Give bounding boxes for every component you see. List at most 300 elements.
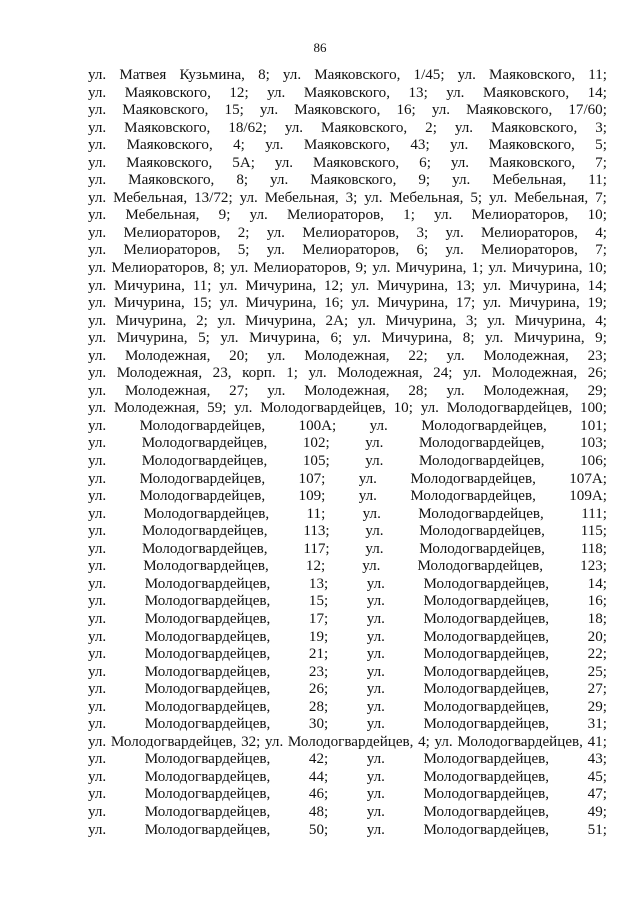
- line-word: Маяковского,: [313, 154, 400, 171]
- line-word: ул.: [489, 189, 508, 206]
- line-word: ул.: [88, 435, 107, 452]
- line-word: ул.: [445, 242, 464, 259]
- line-word: ул.: [88, 470, 107, 487]
- line-word: 111;: [581, 505, 607, 522]
- line-word: Маяковского,: [128, 172, 215, 189]
- line-word: 8;: [213, 260, 226, 277]
- line-word: ул.: [365, 540, 384, 557]
- line-word: Мелиораторов,: [481, 224, 578, 241]
- line-word: ул.: [220, 330, 239, 347]
- line-word: Молодогвардейцев,: [410, 470, 536, 487]
- line-word: 15;: [192, 295, 212, 312]
- line-word: Молодежная,: [125, 347, 211, 364]
- line-word: 13;: [408, 84, 428, 101]
- line-word: ул.: [454, 119, 474, 136]
- line-word: Молодогвардейцев,: [144, 786, 271, 803]
- line-word: Мичурина,: [377, 277, 448, 294]
- line-word: Мичурина,: [508, 295, 580, 312]
- line-word: ул.: [230, 260, 249, 277]
- line-word: 11;: [588, 172, 607, 189]
- line-word: Молодогвардейцев,: [144, 575, 271, 592]
- line-word: 11;: [306, 505, 326, 522]
- line-word: Маяковского,: [303, 84, 390, 101]
- line-word: ул.: [372, 260, 391, 277]
- line-word: Мебельная,: [125, 207, 200, 224]
- line-word: ул.: [88, 224, 107, 241]
- line-word: 1;: [403, 207, 415, 224]
- line-word: ул.: [88, 803, 107, 820]
- line-word: 4;: [595, 224, 607, 241]
- line-word: ул.: [88, 154, 107, 171]
- line-word: 103;: [580, 435, 607, 452]
- text-line: [88, 190, 607, 208]
- line-word: ул.: [88, 84, 107, 101]
- line-word: ул.: [482, 295, 502, 312]
- line-word: 22;: [587, 646, 607, 663]
- line-word: 14;: [587, 277, 607, 294]
- line-word: Маяковского,: [303, 137, 390, 154]
- line-word: ул.: [366, 803, 385, 820]
- line-word: Молодогвардейцев,: [144, 803, 271, 820]
- line-word: ул.: [88, 347, 107, 364]
- line-word: 17/60;: [568, 102, 607, 119]
- text-line: [88, 278, 607, 296]
- line-word: Молодогвардейцев,: [139, 488, 266, 505]
- line-word: 43;: [587, 751, 607, 768]
- line-word: Маяковского,: [124, 84, 211, 101]
- line-word: Молодогвардейцев,: [144, 663, 271, 680]
- line-word: Мебельная,: [492, 172, 567, 189]
- line-word: ул.: [366, 821, 385, 838]
- line-word: Молодежная,: [483, 382, 569, 399]
- line-word: Молодогвардейцев,: [144, 716, 271, 733]
- line-word: Молодогвардейцев,: [144, 698, 271, 715]
- text-line: [88, 558, 607, 576]
- line-word: 6;: [330, 330, 343, 347]
- line-word: Молодогвардейцев,: [419, 453, 545, 470]
- line-word: 1/45;: [413, 67, 445, 83]
- line-word: ул.: [366, 646, 385, 663]
- line-word: Молодогвардейцев,: [141, 540, 268, 557]
- line-word: 118;: [580, 540, 607, 557]
- line-word: Мебельная,: [264, 189, 339, 206]
- line-word: Молодогвардейцев,: [423, 575, 550, 592]
- text-line: [88, 804, 607, 822]
- line-word: 29;: [587, 698, 607, 715]
- line-word: 3;: [465, 312, 478, 329]
- line-word: Маяковского,: [294, 102, 381, 119]
- line-word: ул.: [88, 733, 107, 750]
- line-word: 9;: [418, 172, 431, 189]
- line-word: 2;: [237, 224, 250, 241]
- line-word: Маяковского,: [491, 119, 578, 136]
- line-word: 47;: [587, 786, 607, 803]
- line-word: ул.: [445, 224, 464, 241]
- line-word: 43;: [410, 137, 430, 154]
- line-word: 13/72;: [194, 189, 233, 206]
- line-word: Молодогвардейцев,: [419, 540, 545, 557]
- line-word: ул.: [366, 768, 385, 785]
- line-word: Молодогвардейцев,: [139, 417, 266, 434]
- line-word: Молодогвардейцев,: [139, 470, 266, 487]
- line-word: 115;: [580, 523, 607, 540]
- line-word: 6;: [419, 154, 431, 171]
- line-word: Мичурина,: [245, 312, 316, 329]
- line-word: 9;: [218, 207, 231, 224]
- line-word: ул.: [351, 295, 370, 312]
- line-word: 5;: [595, 137, 607, 154]
- line-word: Молодогвардейцев,: [423, 751, 550, 768]
- line-word: ул.: [366, 716, 385, 733]
- line-word: Мичурина,: [511, 260, 583, 277]
- text-line: [88, 822, 607, 840]
- line-word: 7;: [595, 242, 607, 259]
- line-word: Маяковского,: [126, 137, 213, 154]
- line-word: 25;: [587, 663, 607, 680]
- line-word: Мичурина,: [116, 330, 188, 347]
- text-line: [88, 576, 607, 594]
- line-word: Мичурина,: [114, 277, 185, 294]
- line-word: Молодогвардейцев,: [287, 733, 414, 750]
- line-word: ул.: [88, 488, 107, 505]
- line-word: 46;: [308, 786, 329, 803]
- line-word: ул.: [219, 277, 238, 294]
- line-word: ул.: [88, 540, 107, 557]
- line-word: Молодогвардейцев,: [423, 628, 550, 645]
- line-word: ул.: [88, 663, 107, 680]
- line-word: 105;: [302, 453, 330, 470]
- line-word: ул.: [88, 242, 107, 259]
- line-word: Мичурина,: [509, 277, 580, 294]
- line-word: ул.: [362, 558, 381, 575]
- line-word: Мелиораторов,: [302, 242, 400, 259]
- line-word: 18;: [587, 610, 607, 627]
- line-word: Мебельная,: [113, 189, 188, 206]
- line-word: ул.: [487, 312, 506, 329]
- line-word: Молодогвардейцев,: [419, 523, 545, 540]
- line-word: ул.: [267, 84, 286, 101]
- text-line: [88, 67, 607, 85]
- line-word: ул.: [88, 189, 107, 206]
- line-word: 5;: [198, 330, 210, 347]
- line-word: 24;: [433, 365, 453, 382]
- line-word: Молодогвардейцев,: [423, 663, 550, 680]
- line-word: Молодежная,: [116, 365, 203, 382]
- line-word: 28;: [308, 698, 329, 715]
- line-word: Молодогвардейцев,: [423, 646, 550, 663]
- line-word: Маяковского,: [488, 67, 576, 83]
- line-word: ул.: [358, 488, 377, 505]
- line-word: 101;: [580, 417, 607, 434]
- line-word: 2;: [196, 312, 208, 329]
- line-word: ул.: [420, 400, 439, 417]
- line-word: ул.: [357, 312, 376, 329]
- line-word: ул.: [446, 382, 465, 399]
- line-word: Молодогвардейцев,: [446, 400, 573, 417]
- line-word: ул.: [219, 295, 238, 312]
- line-word: ул.: [88, 821, 107, 838]
- text-line: [88, 383, 607, 401]
- line-word: Молодогвардейцев,: [143, 505, 270, 522]
- line-word: Молодежная,: [125, 382, 211, 399]
- line-word: 21;: [308, 646, 329, 663]
- line-word: Молодогвардейцев,: [144, 821, 271, 838]
- line-word: 11;: [588, 67, 607, 83]
- line-word: 26;: [308, 681, 329, 698]
- line-word: 20;: [229, 347, 249, 364]
- line-word: Молодогвардейцев,: [423, 803, 550, 820]
- line-word: Молодогвардейцев,: [144, 610, 271, 627]
- line-word: ул.: [488, 260, 507, 277]
- line-word: 48;: [308, 803, 329, 820]
- text-line: [88, 471, 607, 489]
- line-word: Мичурина,: [385, 312, 457, 329]
- text-line: [88, 172, 607, 190]
- line-word: ул.: [259, 102, 279, 119]
- line-word: Молодогвардейцев,: [418, 505, 544, 522]
- text-line: [88, 681, 607, 699]
- line-word: ул.: [366, 681, 385, 698]
- line-word: ул.: [88, 172, 107, 189]
- line-word: ул.: [266, 224, 285, 241]
- line-word: Маяковского,: [314, 67, 401, 83]
- text-line: [88, 523, 607, 541]
- line-word: Молодогвардейцев,: [423, 698, 550, 715]
- line-word: ул.: [365, 453, 384, 470]
- text-line: [88, 242, 607, 260]
- line-word: Мичурина,: [377, 295, 449, 312]
- line-word: 59;: [207, 400, 227, 417]
- line-word: ул.: [217, 312, 236, 329]
- line-word: ул.: [365, 435, 384, 452]
- line-word: Молодежная,: [337, 365, 423, 382]
- line-word: ул.: [446, 84, 465, 101]
- page-number: 86: [313, 40, 327, 55]
- line-word: Мелиораторов,: [471, 207, 569, 224]
- text-line: [88, 453, 607, 471]
- line-word: 23;: [587, 347, 607, 364]
- text-line: [88, 629, 607, 647]
- line-word: 28;: [408, 382, 428, 399]
- line-word: 20;: [587, 628, 607, 645]
- line-word: 4;: [595, 312, 607, 329]
- line-word: 19;: [308, 628, 329, 645]
- line-word: ул.: [434, 733, 453, 750]
- line-word: ул.: [485, 330, 504, 347]
- line-word: Мелиораторов,: [111, 260, 209, 277]
- line-word: Молодогвардейцев,: [410, 488, 536, 505]
- line-word: Молодогвардейцев,: [144, 628, 271, 645]
- line-word: ул.: [267, 382, 286, 399]
- line-word: ул.: [88, 119, 107, 136]
- line-word: ул.: [88, 365, 107, 382]
- line-word: Молодогвардейцев,: [144, 646, 271, 663]
- line-word: Мичурина,: [249, 330, 320, 347]
- line-word: 10;: [587, 260, 607, 277]
- line-word: Молодежная,: [304, 382, 390, 399]
- line-word: Мичурина,: [514, 312, 586, 329]
- line-word: Мелиораторов,: [123, 242, 221, 259]
- line-word: 51;: [587, 821, 607, 838]
- text-line: [88, 365, 607, 383]
- line-word: 44;: [308, 768, 329, 785]
- line-word: 11;: [192, 277, 212, 294]
- line-word: 27;: [229, 382, 249, 399]
- line-word: Молодогвардейцев,: [417, 558, 544, 575]
- line-word: ул.: [88, 295, 107, 312]
- text-line: [88, 418, 607, 436]
- line-word: 8;: [258, 67, 270, 83]
- line-word: Мелиораторов,: [302, 224, 400, 241]
- line-word: ул.: [284, 119, 304, 136]
- line-word: ул.: [366, 593, 385, 610]
- line-word: Молодогвардейцев,: [144, 681, 271, 698]
- line-word: ул.: [88, 330, 107, 347]
- text-line: [88, 225, 607, 243]
- line-word: ул.: [457, 67, 476, 83]
- line-word: Мелиораторов,: [481, 242, 578, 259]
- line-word: ул.: [88, 137, 107, 154]
- line-word: 42;: [308, 751, 329, 768]
- line-word: ул.: [434, 207, 453, 224]
- line-word: ул.: [274, 154, 294, 171]
- line-word: Молодогвардейцев,: [141, 435, 268, 452]
- line-word: 1;: [471, 260, 484, 277]
- text-line: [88, 330, 607, 348]
- line-word: ул.: [88, 260, 107, 277]
- line-word: 12;: [229, 84, 249, 101]
- line-word: ул.: [282, 67, 302, 83]
- line-word: Молодежная,: [304, 347, 390, 364]
- line-word: ул.: [88, 610, 107, 627]
- line-word: 41;: [587, 733, 607, 750]
- line-word: Маяковского,: [310, 172, 397, 189]
- line-word: ул.: [88, 628, 107, 645]
- line-word: ул.: [88, 102, 107, 119]
- line-word: Кузьмина,: [179, 67, 245, 83]
- line-word: 17;: [455, 295, 476, 312]
- line-word: Молодогвардейцев,: [421, 417, 547, 434]
- line-word: 102;: [302, 435, 330, 452]
- line-word: ул.: [308, 365, 327, 382]
- line-word: ул.: [270, 172, 289, 189]
- text-line: [88, 734, 607, 752]
- line-word: 14;: [587, 575, 607, 592]
- line-word: 8;: [236, 172, 249, 189]
- line-word: Молодогвардейцев,: [141, 453, 268, 470]
- line-word: 49;: [587, 803, 607, 820]
- text-line: [88, 506, 607, 524]
- line-word: 109;: [298, 488, 326, 505]
- line-word: ул.: [351, 277, 370, 294]
- text-line: [88, 593, 607, 611]
- line-word: 16;: [587, 593, 607, 610]
- line-word: 4;: [418, 733, 430, 750]
- line-word: Молодогвардейцев,: [260, 400, 386, 417]
- line-word: 50;: [308, 821, 329, 838]
- line-word: ул.: [88, 312, 107, 329]
- line-word: 6;: [416, 242, 429, 259]
- line-word: 45;: [587, 768, 607, 785]
- line-word: ул.: [366, 663, 385, 680]
- line-word: ул.: [265, 137, 284, 154]
- line-word: 5А;: [232, 154, 255, 171]
- line-word: ул.: [431, 102, 451, 119]
- line-word: 23,: [212, 365, 232, 382]
- line-word: ул.: [88, 207, 107, 224]
- line-word: 17;: [308, 610, 329, 627]
- line-word: 15;: [224, 102, 244, 119]
- line-word: Мелиораторов,: [287, 207, 384, 224]
- line-word: ул.: [366, 628, 385, 645]
- line-word: 1;: [286, 365, 298, 382]
- line-word: 12;: [323, 277, 344, 294]
- line-word: 117;: [303, 540, 330, 557]
- line-word: ул.: [239, 189, 258, 206]
- line-word: ул.: [366, 610, 385, 627]
- line-word: 7;: [595, 189, 607, 206]
- line-word: ул.: [88, 575, 107, 592]
- line-word: Маяковского,: [321, 119, 408, 136]
- text-line: [88, 85, 607, 103]
- line-word: ул.: [88, 593, 107, 610]
- line-word: ул.: [369, 417, 388, 434]
- line-word: 10;: [393, 400, 413, 417]
- line-word: Молодежная,: [114, 400, 200, 417]
- line-word: 113;: [303, 523, 330, 540]
- text-line: [88, 348, 607, 366]
- text-line: [88, 541, 607, 559]
- line-word: ул.: [88, 382, 107, 399]
- line-word: Маяковского,: [124, 119, 211, 136]
- line-word: ул.: [88, 646, 107, 663]
- line-word: Мичурина,: [245, 295, 317, 312]
- text-line: [88, 295, 607, 313]
- line-word: ул.: [366, 698, 385, 715]
- line-word: 100;: [580, 400, 607, 417]
- line-word: Мичурина,: [381, 330, 453, 347]
- line-word: ул.: [234, 400, 253, 417]
- line-word: ул.: [482, 277, 502, 294]
- line-word: Молодогвардейцев,: [110, 733, 237, 750]
- line-word: 3;: [595, 119, 607, 136]
- line-word: Молодогвардейцев,: [144, 768, 271, 785]
- text-line: [88, 120, 607, 138]
- line-word: 27;: [587, 681, 607, 698]
- line-word: 107;: [298, 470, 326, 487]
- line-word: 2А;: [325, 312, 349, 329]
- text-line: [88, 488, 607, 506]
- line-word: 26;: [587, 365, 607, 382]
- line-word: 10;: [587, 207, 607, 224]
- line-word: ул.: [365, 523, 384, 540]
- text-line: [88, 786, 607, 804]
- line-word: 8;: [462, 330, 475, 347]
- line-word: 15;: [308, 593, 329, 610]
- line-word: ул.: [446, 347, 465, 364]
- line-word: Мичурина,: [245, 277, 317, 294]
- line-word: ул.: [352, 330, 371, 347]
- line-word: ул.: [265, 733, 284, 750]
- line-word: ул.: [463, 365, 482, 382]
- line-word: ул.: [450, 137, 469, 154]
- line-word: Молодогвардейцев,: [423, 610, 550, 627]
- line-word: Мебельная,: [389, 189, 464, 206]
- line-word: ул.: [88, 67, 107, 83]
- line-word: 5;: [470, 189, 483, 206]
- line-word: Молодогвардейцев,: [419, 435, 545, 452]
- text-line: [88, 435, 607, 453]
